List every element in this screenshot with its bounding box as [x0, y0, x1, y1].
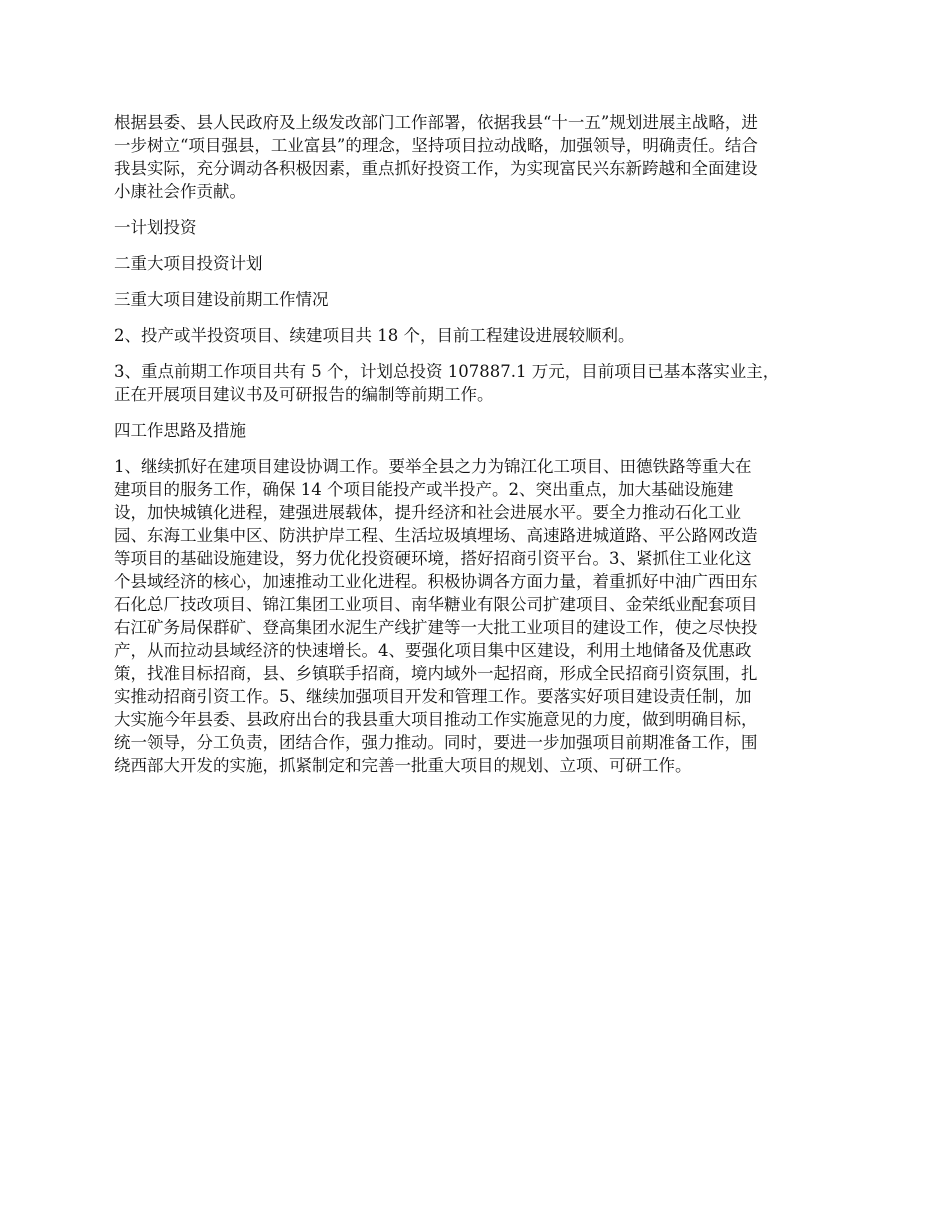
item-paragraph-3: 3、重点前期工作项目共有 5 个，计划总投资 107887.1 万元，目前项目已基本落实业主， 正在开展项目建议书及可研报告的编制等前期工作。 — [114, 362, 780, 404]
section-heading-preliminary-work: 三重大项目建设前期工作情况 — [114, 290, 329, 309]
measures-paragraph: 1、继续抓好在建项目建设协调工作。要举全县之力为锦江化工项目、田德铁路等重大在 建项目的服务工作，确保 14 个项目能投产或半投产。2、突出重点，加大基础设施建 设，加快城镇化进程，建强进展载体，提升经济和社会进展水平。要全力推动石化工业 园、东海工业集中区、防洪护岸工程、生活垃圾填埋场、高速路进城道路、平公路网改造 等项目的基础设施建设，努力优化投资硬环境，搭好招商引资平台。3、紧抓住工业化这 个县域经济的核心，加速推动工业化进程。积极协调各方面力量，着重抓好中油广西田东 石化总厂技改项目、锦江集团工业项目、南华糖业有限公司扩建项目、金荣纸业配套项目 右江矿务局保群矿、登高集团水泥生产线扩建等一大批工业项目的建设工作，使之尽快投 产，从而拉动县域经济的快速增长。4、要强化项目集中区建设，利用土地储备及优惠政 策，找准目标招商，县、乡镇联手招商，境内域外一起招商，形成全民招商引资氛围，扎 实推动招商引资工作。5、继续加强项目开发和管理工作。要落实好项目建设责任制，加 大实施今年县委、县政府出台的我县重大项目推动工作实施意见的力度，做到明确目标， 统一领导，分工负责，团结合作，强力推动。同时，要进一步加强项目前期准备工作，围 绕西部大开发的实施，抓紧制定和完善一批重大项目的规划、立项、可研工作。 — [114, 457, 758, 775]
section-heading-major-project-plan: 二重大项目投资计划 — [114, 254, 263, 273]
section-heading-measures: 四工作思路及措施 — [114, 421, 246, 440]
document-body — [114, 111, 842, 790]
section-heading-planned-investment: 一计划投资 — [114, 218, 197, 237]
intro-paragraph: 根据县委、县人民政府及上级发改部门工作部署，依据我县“十一五”规划进展主战略，进 一步树立“项目强县，工业富县”的理念，坚持项目拉动战略，加强领导，明确责任。结合 我县实际，充分调动各积极因素，重点抓好投资工作，为实现富民兴东新跨越和全面建设 小康社会作贡献。 — [114, 113, 758, 201]
item-paragraph-2: 2、投产或半投资项目、续建项目共 18 个，目前工程建设进展较顺利。 — [114, 326, 635, 345]
